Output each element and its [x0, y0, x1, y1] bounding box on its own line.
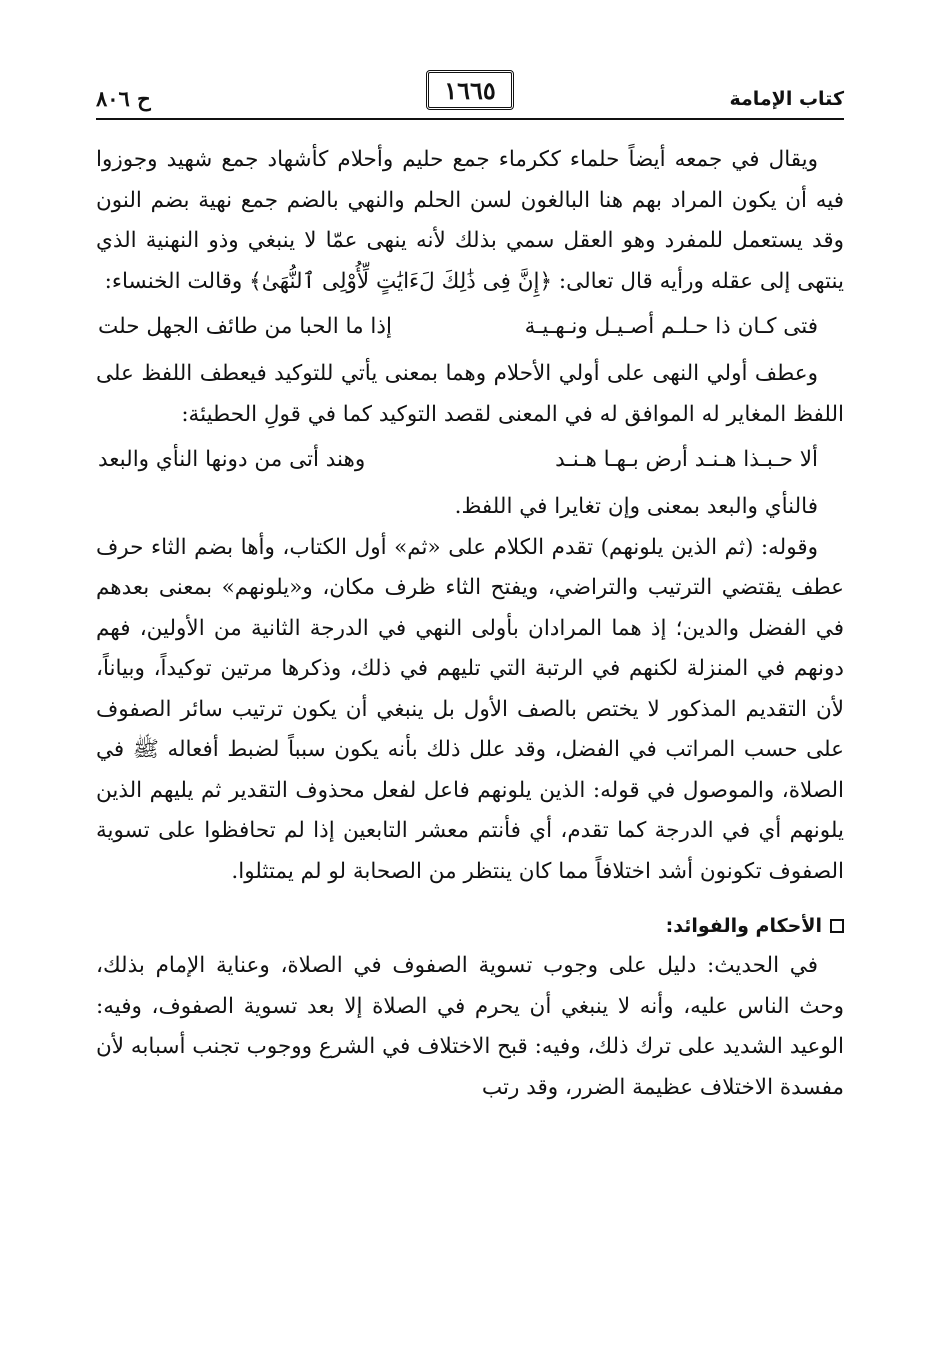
verse-hemistich-first: فتى كـان ذا حـلـم أصـيـل ونـهـيـة	[524, 314, 818, 339]
paragraph-emphasis: وعطف أولي النهى على أولي الأحلام وهما بمعنى يأتي للتوكيد فيعطف اللفظ على اللفظ المغاير له الموافق له في المعنى لقصد التوكيد كما في قولِ الحطيئة:	[96, 361, 844, 427]
header-rule	[96, 118, 844, 120]
hadith-reference: ح ٨٠٦	[96, 86, 151, 111]
paragraph-rulings: في الحديث: دليل على وجوب تسوية الصفوف في الصلاة، وعناية الإمام بذلك، وحث الناس عليه، وأنه لا ينبغي أن يحرم في الصلاة إلا بعد تسوية الصفوف، وفيه: الوعيد الشديد على ترك ذلك، وفيه: قبح الاختلاف في الشرع ووجوب تجنب أسبابه لأن مفسدة الاختلاف عظيمة الضرر، وقد رتب	[96, 953, 844, 1100]
verse-khansa	[96, 302, 844, 354]
book-title: كتاب الإمامة	[729, 88, 844, 110]
paragraph-thumma: وقوله: (ثم الذين يلونهم) تقدم الكلام على «ثم» أول الكتاب، وأها بضم الثاء حرف عطف يقتضي الترتيب والتراضي، ويفتح الثاء ظرف مكان، و«يلونهم» بمعنى بعدهم في الفضل والدين؛ إذ هما المرادان بأولى النهي في الدرجة الثانية من الأولين، فهم دونهم في المنزلة لكنهم في الرتبة التي تليهم في ذلك، وذكرها مرتين توكيداً، وبياناً، لأن التقديم المذكور لا يختص بالصف الأول بل ينبغي أن يكون ترتيب سائر الصفوف على حسب المراتب في الفضل، وقد علل ذلك بأنه يكون سبباً لضبط أفعاله ﷺ في الصلاة، والموصول في قوله: الذين يلونهم فاعل لفعل محذوف التقدير ثم يليهم الذين يلونهم أي في الدرجة كما تقدم، أي فأنتم معشر التابعين إذا لم تحافظوا على تسوية الصفوف تكونون أشد اختلافاً مما كان ينتظر من الصحابة لو لم يمتثلوا.	[96, 534, 844, 884]
page-body	[96, 140, 844, 1108]
paragraph-naay: فالنأي والبعد بمعنى وإن تغايرا في اللفظ.	[454, 494, 818, 519]
page-number: ١٦٦٥	[426, 70, 514, 110]
verse-hemistich-first: ألا حـبـذا هـنـد أرض بـهـا هـنـد	[555, 447, 818, 472]
verse-hutayah	[96, 435, 844, 487]
section-heading-text: الأحكام والفوائد:	[665, 914, 822, 937]
page-header	[96, 62, 844, 120]
paragraph-plural-meanings: ويقال في جمعه أيضاً حلماء ككرماء جمع حليم وأحلام كأشهاد جمع شهيد وجوزوا فيه أن يكون المراد بهم هنا البالغون لسن الحلم والنهي بالضم جمع نهية بضم النون وقد يستعمل للمفرد وهو العقل سمي بذلك لأنه ينهى عمّا لا ينبغي وذو النهنية الذي ينتهى إلى عقله ورأيه قال تعالى: ﴿إِنَّ فِى ذَٰلِكَ لَءَايَٰتٍ لِّأُوْلِى ٱلنُّهَىٰ﴾ وقالت الخنساء:	[96, 147, 844, 294]
verse-hemistich-second: وهند أتى من دونها النأي والبعد	[98, 447, 366, 472]
section-heading-rulings	[96, 906, 844, 946]
verse-hemistich-second: إذا ما الحبا من طائف الجهل حلت	[98, 314, 392, 339]
square-bullet-icon	[830, 919, 844, 933]
